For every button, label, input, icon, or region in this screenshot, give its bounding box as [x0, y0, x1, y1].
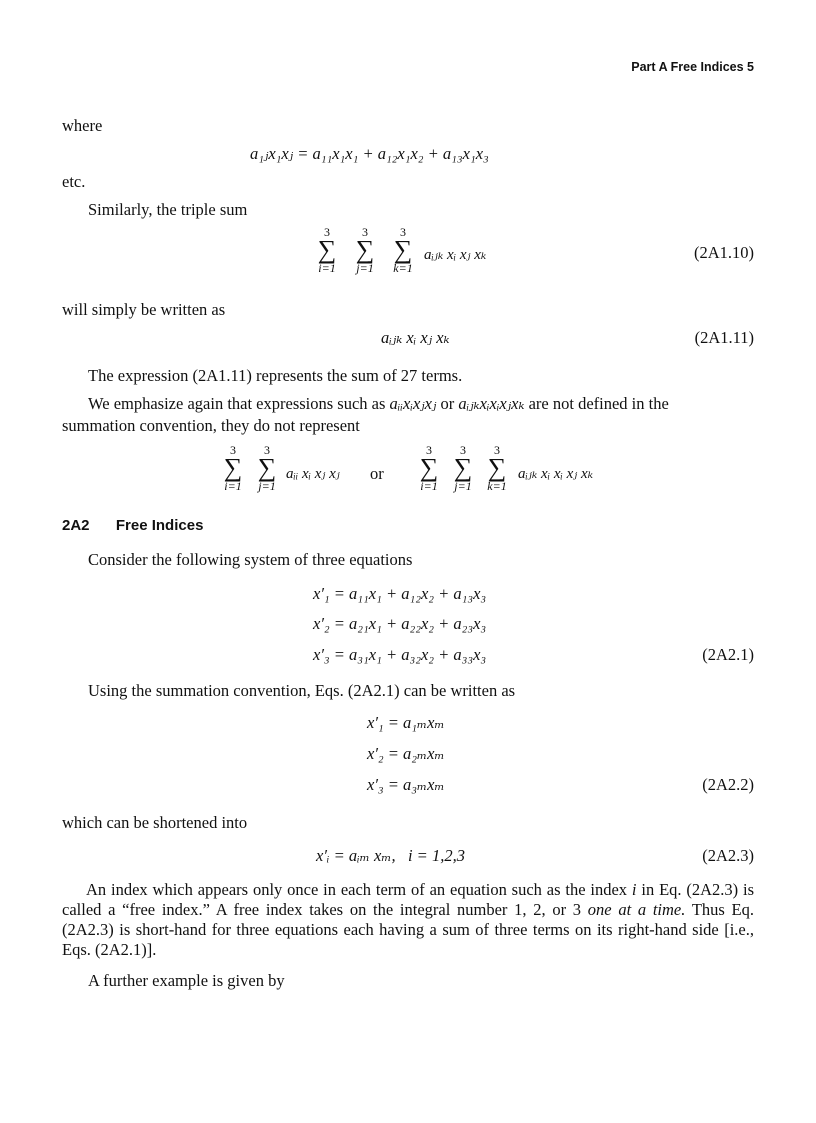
- paragraph-text: Thus Eq. (2A2.3) is short-hand for three equations each having a sum of three terms on its right-hand side [i.e., Eqs. (2A2.1)].: [62, 900, 754, 959]
- sigma-lower-limit: k=1: [393, 261, 413, 275]
- sigma-i: [312, 226, 342, 274]
- sigma-upper-limit: 3: [494, 443, 500, 457]
- sigma-lower-limit: j=1: [258, 479, 276, 493]
- running-head: Part A Free Indices 5: [631, 60, 754, 74]
- sigma-upper-limit: 3: [362, 225, 368, 239]
- sigma-symbol: ∑: [487, 453, 507, 482]
- etc-text: etc.: [62, 172, 86, 191]
- where-text: where: [62, 116, 103, 135]
- double-sum-summand: aᵢᵢ xᵢ xⱼ xⱼ: [286, 466, 340, 482]
- paragraph-text: in Eq. (2A2.3) is called a “free index.” A free index takes on the integral number 1, 2, or 3: [62, 880, 755, 919]
- sigma-lower-limit: i=1: [224, 479, 242, 493]
- sum-27-terms-text: The expression (2A1.11) represents the sum of 27 terms.: [88, 366, 463, 385]
- sigma-i: [218, 444, 248, 492]
- emphasize-line-1: [88, 394, 669, 414]
- sigma-lower-limit: j=1: [356, 261, 374, 275]
- sigma-lower-limit: j=1: [454, 479, 472, 493]
- section-number: 2A2: [62, 517, 90, 534]
- expansion-equation: a₁ⱼx₁xⱼ = a₁₁x₁x₁ + a₁₂x₁x₂ + a₁₃x₁x₃: [250, 144, 489, 163]
- system-equation-3: x′₃ = a₃₁x₁ + a₃₂x₂ + a₃₃x₃: [313, 645, 487, 664]
- system-equation-2: x′₂ = a₂₁x₁ + a₂₂x₂ + a₂₃x₃: [313, 614, 487, 633]
- sigma-lower-limit: i=1: [420, 479, 438, 493]
- inline-expression: aᵢⱼₖxᵢxᵢxⱼxₖ: [458, 394, 525, 413]
- further-example-text: A further example is given by: [88, 971, 285, 990]
- sigma-symbol: ∑: [355, 235, 375, 264]
- written-as-text: will simply be written as: [62, 300, 226, 319]
- compact-equation: x′ᵢ = aᵢₘ xₘ, i = 1,2,3: [316, 846, 465, 865]
- triple-sum-summand: aᵢⱼₖ xᵢ xⱼ xₖ: [424, 247, 487, 263]
- sigma-j: [350, 226, 380, 274]
- system-equation-1: x′₁ = a₁₁x₁ + a₁₂x₂ + a₁₃x₃: [313, 584, 487, 603]
- sigma-symbol: ∑: [419, 453, 439, 482]
- inline-expression: aᵢᵢxᵢxⱼxⱼ: [389, 394, 437, 413]
- sigma-upper-limit: 3: [230, 443, 236, 457]
- paragraph-text: An index which appears only once in each term of an equation such as the index: [86, 880, 628, 899]
- sigma-symbol: ∑: [317, 235, 337, 264]
- sigma-upper-limit: 3: [426, 443, 432, 457]
- sigma-symbol: ∑: [257, 453, 277, 482]
- using-convention-text: Using the summation convention, Eqs. (2A2.1) can be written as: [88, 681, 516, 700]
- short-form-equation: aᵢⱼₖ xᵢ xⱼ xₖ: [381, 328, 450, 347]
- or-text: or: [370, 464, 384, 483]
- sigma-lower-limit: k=1: [487, 479, 507, 493]
- shortened-text: which can be shortened into: [62, 813, 248, 832]
- sigma-symbol: ∑: [393, 235, 413, 264]
- section-heading: [62, 517, 203, 534]
- equation-number: (2A2.3): [702, 846, 754, 865]
- emphasize-text: We emphasize again that expressions such as: [88, 394, 386, 413]
- or-text: or: [440, 394, 455, 413]
- equation-number: (2A2.1): [702, 645, 754, 664]
- summed-equation-1: x′₁ = a₁ₘxₘ: [367, 713, 445, 732]
- equation-number: (2A1.10): [693, 243, 754, 262]
- sigma-j: [252, 444, 282, 492]
- summed-equation-3: x′₃ = a₃ₘxₘ: [367, 775, 445, 794]
- sigma-k: [482, 444, 512, 492]
- triple-sum-summand: aᵢⱼₖ xᵢ xᵢ xⱼ xₖ: [518, 466, 594, 482]
- section-title: Free Indices: [115, 517, 204, 534]
- equation-number: (2A2.2): [702, 775, 754, 794]
- emphasize-text: are not defined in the: [528, 394, 669, 413]
- sigma-upper-limit: 3: [460, 443, 466, 457]
- emphasize-line-2: summation convention, they do not represent: [62, 416, 360, 435]
- sigma-upper-limit: 3: [324, 225, 330, 239]
- equation-number: (2A1.11): [694, 328, 754, 347]
- triple-sum-intro: Similarly, the triple sum: [88, 200, 248, 219]
- sigma-upper-limit: 3: [264, 443, 270, 457]
- sigma-i: [414, 444, 444, 492]
- sigma-j: [448, 444, 478, 492]
- sigma-upper-limit: 3: [400, 225, 406, 239]
- sigma-lower-limit: i=1: [318, 261, 336, 275]
- free-index-paragraph: [62, 880, 754, 960]
- sigma-symbol: ∑: [453, 453, 473, 482]
- emphasis-text: one at a time.: [587, 900, 686, 919]
- consider-text: Consider the following system of three equations: [88, 550, 413, 569]
- sigma-k: [388, 226, 418, 274]
- summed-equation-2: x′₂ = a₂ₘxₘ: [367, 744, 445, 763]
- index-i: i: [631, 880, 637, 899]
- sigma-symbol: ∑: [223, 453, 243, 482]
